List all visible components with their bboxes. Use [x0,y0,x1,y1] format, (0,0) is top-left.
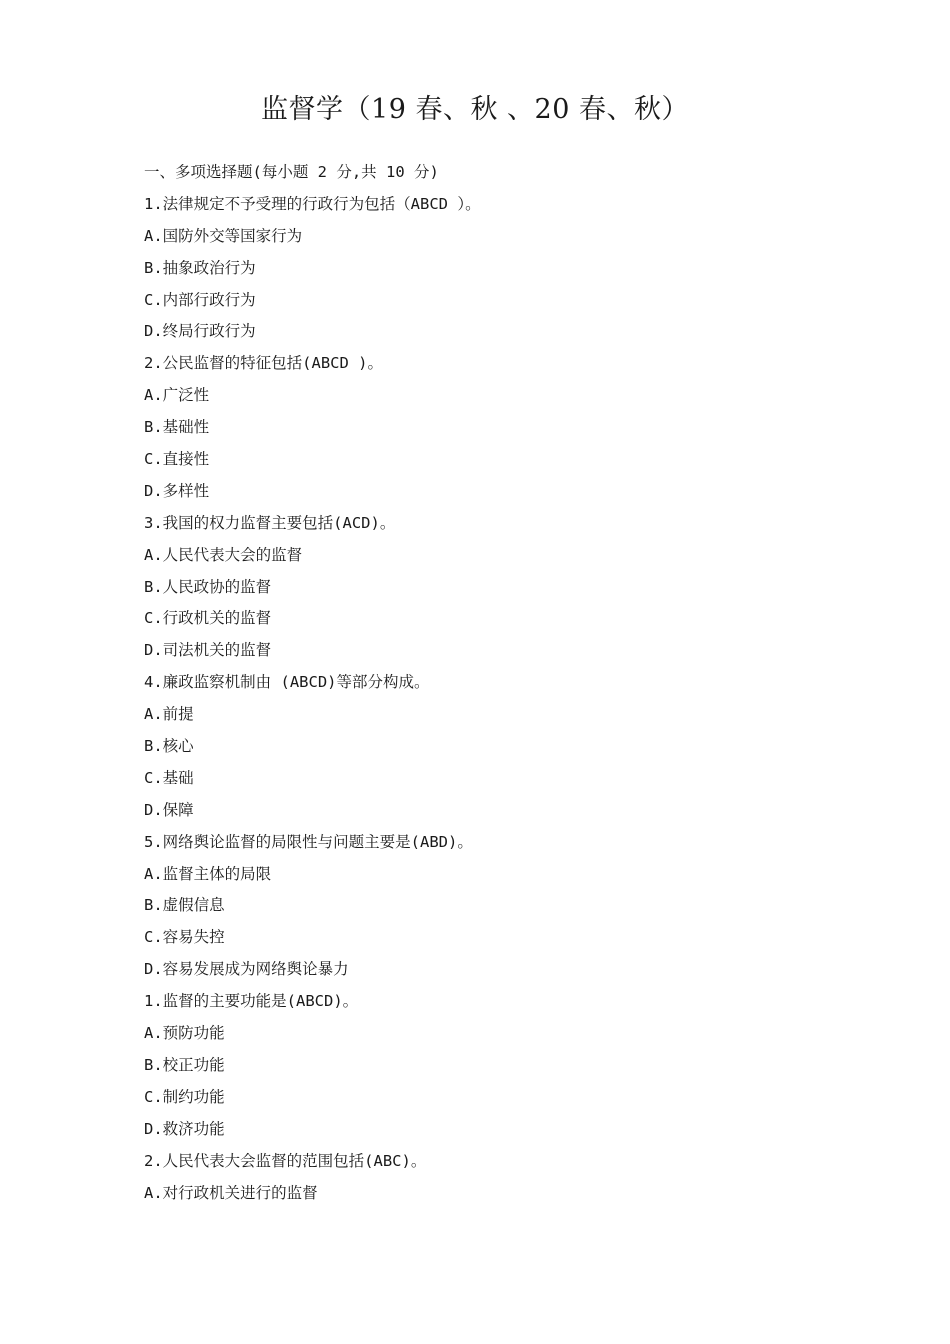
option-c: C.行政机关的监督 [144,609,272,628]
option-a: A.对行政机关进行的监督 [144,1183,318,1202]
question-2: 2.公民监督的特征包括(ABCD )。 [144,354,383,373]
option-c: C.基础 [144,768,194,787]
question-4: 4.廉政监察机制由 (ABCD)等部分构成。 [144,673,430,692]
option-d: D.司法机关的监督 [144,641,272,660]
option-c: C.直接性 [144,450,210,469]
option-d: D.终局行政行为 [144,322,256,341]
option-a: A.国防外交等国家行为 [144,226,303,245]
option-a: A.前提 [144,705,194,724]
option-d: D.救济功能 [144,1119,225,1138]
section-heading: 一、多项选择题(每小题 2 分,共 10 分) [144,163,439,181]
option-d: D.保障 [144,800,194,819]
option-a: A.广泛性 [144,386,210,405]
question-2b: 2.人民代表大会监督的范围包括(ABC)。 [144,1151,427,1170]
option-b: B.抽象政治行为 [144,258,256,277]
option-a: A.预防功能 [144,1024,225,1043]
option-c: C.容易失控 [144,928,225,947]
option-d: D.多样性 [144,481,210,500]
option-b: B.核心 [144,737,194,756]
option-c: C.制约功能 [144,1087,225,1106]
question-5: 5.网络舆论监督的局限性与问题主要是(ABD)。 [144,832,473,851]
option-b: B.基础性 [144,418,210,437]
document-title: 监督学（19 春、秋 、20 春、秋） [261,94,689,125]
question-3: 3.我国的权力监督主要包括(ACD)。 [144,513,396,532]
option-b: B.人民政协的监督 [144,577,272,596]
option-c: C.内部行政行为 [144,290,256,309]
question-1: 1.法律规定不予受理的行政行为包括（ABCD ）。 [144,194,481,213]
question-1b: 1.监督的主要功能是(ABCD)。 [144,992,359,1011]
option-a: A.监督主体的局限 [144,864,272,883]
option-b: B.虚假信息 [144,896,225,915]
document-body [144,157,824,1209]
option-b: B.校正功能 [144,1055,225,1074]
option-a: A.人民代表大会的监督 [144,545,303,564]
option-d: D.容易发展成为网络舆论暴力 [144,960,349,979]
